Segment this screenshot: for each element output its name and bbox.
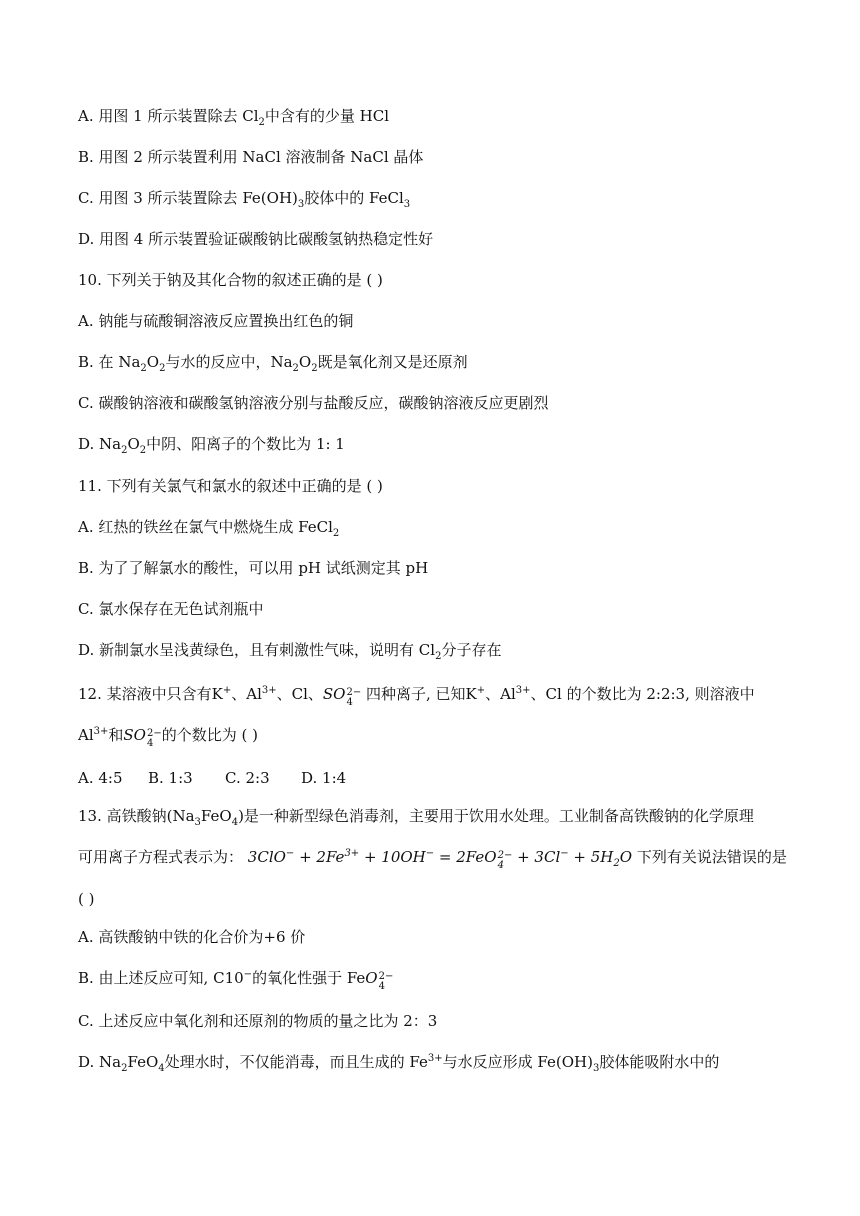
ionic-equation: $3ClO^- + 2Fe^{3+} + 10OH^- = 2FeO$ 2− 4 + $3Cl^- + 5H_2O$ (247, 848, 633, 871)
q10-option-c: C. 碳酸钠溶液和碳酸氢钠溶液分别与盐酸反应，碳酸钠溶液反应更剧烈 (78, 394, 549, 412)
q9-option-d: D. 用图 4 所示装置验证碳酸钠比碳酸氢钠热稳定性好 (78, 230, 434, 248)
q10-option-b: B. 在 $Na_2O_2$与水的反应中，$Na_2O_2$既是氧化剂又是还原剂 (78, 353, 468, 374)
q13-option-c: C. 上述反应中氧化剂和还原剂的物质的量之比为 2：3 (78, 1012, 438, 1030)
q11-option-b: B. 为了了解氯水的酸性，可以用 pH 试纸测定其 pH (78, 559, 429, 577)
q9-option-a: A. 用图 1 所示装置除去 $Cl_2$中含有的少量 HCl (78, 107, 389, 128)
q10-option-d: D. $Na_2O_2$中阴、阳离子的个数比为 1: 1 (78, 435, 345, 456)
q10-stem: 10. 下列关于钠及其化合物的叙述正确的是 ( ) (78, 271, 383, 289)
q12-options (78, 768, 346, 788)
q11-option-a: A. 红热的铁丝在氯气中燃烧生成 FeCl$_2$ (78, 518, 340, 539)
q13-stem-line3: ( ) (78, 890, 95, 908)
q12-option-b: B. 1:3 (148, 769, 193, 787)
q9-option-b: B. 用图 2 所示装置利用 NaCl 溶液制备 NaCl 晶体 (78, 148, 424, 166)
q11-stem: 11. 下列有关氯气和氯水的叙述中正确的是 ( ) (78, 477, 383, 495)
q12-option-d: D. 1:4 (301, 769, 347, 787)
q12-option-a: A. 4:5 (78, 769, 123, 787)
q12-stem-line2: $Al^{3+}$和SO 2− 4 的个数比为 ( ) (78, 726, 258, 749)
q13-stem-line2: 可用离子方程式表示为： $3ClO^- + 2Fe^{3+} + 10OH^- = 2FeO$ 2− 4 + $3Cl^- + 5H_2O$ 下列有关说法错误的是 (78, 848, 787, 871)
q13-option-b: B. 由上述反应可知, C10−的氧化性强于 FeO 2− 4 (78, 969, 394, 992)
q9-option-c: C. 用图 3 所示装置除去 $Fe(OH)_3$胶体中的 FeCl$_3$ (78, 189, 411, 210)
q13-option-d: D. $Na_2FeO_4$处理水时，不仅能消毒，而且生成的 $Fe^{3+}$与水反应形成 $Fe(OH)_3$胶体能吸附水中的 (78, 1053, 720, 1074)
q10-option-a: A. 钠能与硫酸铜溶液反应置换出红色的铜 (78, 312, 354, 330)
q13-stem-line1: 13. 高铁酸钠$(Na_3FeO_4)$是一种新型绿色消毒剂，主要用于饮用水处理。工业制备高铁酸钠的化学原理 (78, 807, 754, 828)
q12-stem-line1: 12. 某溶液中只含有K+、$Al^{3+}$、Cl、SO 2− 4 四种离子, 已知K+、$Al^{3+}$、Cl 的个数比为 2:2:3, 则溶液中 (78, 685, 755, 708)
q13-option-a: A. 高铁酸钠中铁的化合价为+6 价 (78, 928, 306, 946)
q11-option-c: C. 氯水保存在无色试剂瓶中 (78, 600, 264, 618)
q11-option-d: D. 新制氯水呈浅黄绿色，且有刺激性气味，说明有 $Cl_2$分子存在 (78, 641, 502, 662)
q12-option-c: C. 2:3 (225, 769, 270, 787)
